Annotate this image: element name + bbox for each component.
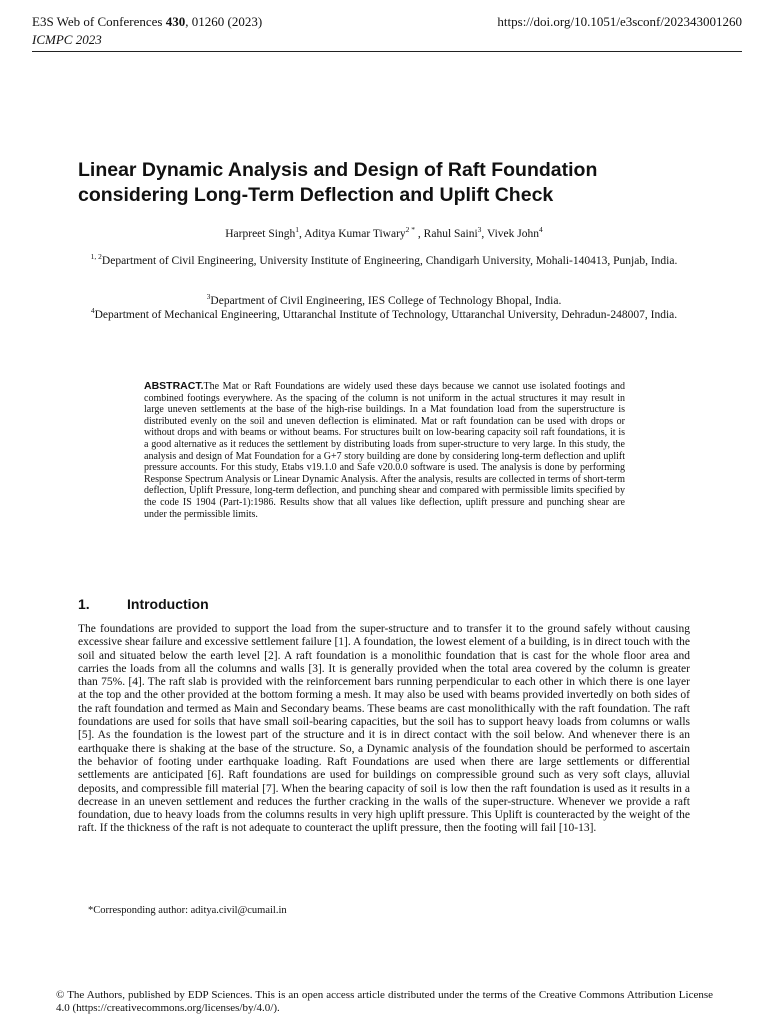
section-number: 1. [78, 596, 90, 612]
author-name: Rahul Saini [423, 228, 478, 240]
author-list: Harpreet Singh$^1$, Aditya Kumar Tiwary$^{2 *}$ , Rahul Saini$^3$, Vivek John$^4$ [225, 225, 543, 240]
affiliation-4: $^4$Department of Mechanical Engineering, Uttaranchal Institute of Technology, Uttaranchal University, Dehradun-248007, India. [90, 306, 678, 321]
author-name: Harpreet Singh [225, 228, 296, 240]
abstract-text: The Mat or Raft Foundations are widely used these days because we cannot use isolated footings and combined footings everywhere. As the spacing of the column is not uniform in the actual structures it may result in large uneven settlements at the base of the high-rise buildings. In a Mat foundation load from the superstructure is distributed evenly on the soil and uneven deflection is eliminated. Mat or raft foundation can be used with drops or without drops and with beams or without beams. For structures built on low-bearing capacity soil raft foundations, it is a good alternative as it reduces the settlement by distributing loads from super-structure to very large. In this study, the analysis and design of Mat Foundation for a G+7 story building are done by considering long-term deflection and uplift pressure accounts. For this study, Etabs v19.1.0 and Safe v20.0.0 software is used. The analysis is done by performing Response Spectrum Analysis or Linear Dynamic Analysis. After the analysis, results are collected in terms of short-term deflection, Uplift Pressure, long-term deflection, and punching shear and compared with permissible limits specified by the code IS 1904 (Part-1):1986. Results show that all values like deflection, uplift pressure and punching shear are under the permissible limits. [144, 381, 625, 520]
journal-citation [32, 13, 262, 31]
journal-name: E3S Web of Conferences [32, 14, 163, 29]
conference-name: ICMPC 2023 [32, 32, 102, 47]
author-name: Vivek John [486, 228, 539, 240]
license-notice: © The Authors, published by EDP Sciences. This is an open access article distributed under the terms of the Creative Commons Attribution License 4.0 (https://creativecommons.org/licenses/by/4.0/). [56, 989, 713, 1014]
author-affiliation-mark: 3 [477, 225, 482, 235]
running-header [32, 13, 742, 53]
paper-title: Linear Dynamic Analysis and Design of Raft Foundation considering Long-Term Deflection and Uplift Check [78, 159, 598, 206]
article-number-year: , 01260 (2023) [185, 14, 263, 29]
abstract [144, 381, 625, 520]
section-heading [78, 595, 209, 613]
author-affiliation-mark: 1 [295, 225, 299, 235]
doi-link[interactable]: https://doi.org/10.1051/e3sconf/202343001260 [497, 14, 742, 29]
journal-volume: 430 [165, 14, 186, 29]
corresponding-author-footnote: *Corresponding author: aditya.civil@cumail.in [88, 905, 287, 916]
abstract-label: ABSTRACT. [144, 380, 204, 392]
header-divider [32, 51, 742, 52]
introduction-paragraph: The foundations are provided to support the load from the super-structure and to transfer it to the ground safely without causing excessive shear failure and excessive settlement failure [1]. A foundation, the lowest element of a building, is in direct touch with the soil and situated below the earth level [2]. A raft foundation is a monolithic foundation that is cast for the whole floor area and carries the loads from all the columns and walls [3]. It is generally provided when the total area covered by the column is greater than 75%. [4]. The raft slab is provided with the reinforcement bars running perpendicular to each other in which there is one layer at the top and the other provided at the bottom forming a mesh. It may also be used with beams provided invertedly on both sides of the raft foundation and termed as Main and Secondary beams. These beams are cast monolithically with the raft foundation. The raft foundations are used for soils that have small soil-bearing capacities, but the soil has to support heavy loads from columns or walls [5]. As the foundation is the lowest part of the structure and it is in direct contact with the soil below. And whenever there is an earthquake there is shaking at the base of the structure. So, a Dynamic analysis of the foundation should be performed to ascertain the behavior of footing under earthquake loading. Raft Foundations are used when there are large settlements or differential settlements are anticipated [6]. Raft foundations are used for buildings on compressible ground such as very soft clays, alluvial deposits, and compressible fill material [7]. When the bearing capacity of soil is low then the raft foundation is used as it results in a decrease in an uneven settlement and reduces the further cracking in the walls of the super-structure. Whenever we provide a raft foundation, due to heavy loads from the columns results in very high uplift pressure. This Uplift is counteracted by the weight of the raft. If the thickness of the raft is not adequate to counteract the uplift pressure, then the footing will fail [10-13]. [78, 623, 690, 835]
section-title: Introduction [127, 596, 209, 612]
author-name: Aditya Kumar Tiwary [304, 228, 406, 240]
author-affiliation-mark: 2 * [405, 225, 416, 235]
affiliation-3: $^3$Department of Civil Engineering, IES College of Technology Bhopal, India. [206, 292, 562, 307]
affiliation-1-2: $^{1, 2}$Department of Civil Engineering, University Institute of Engineering, Chandigarh University, Mohali-140413, Punjab, India. [90, 252, 678, 267]
author-affiliation-mark: 4 [538, 225, 543, 235]
